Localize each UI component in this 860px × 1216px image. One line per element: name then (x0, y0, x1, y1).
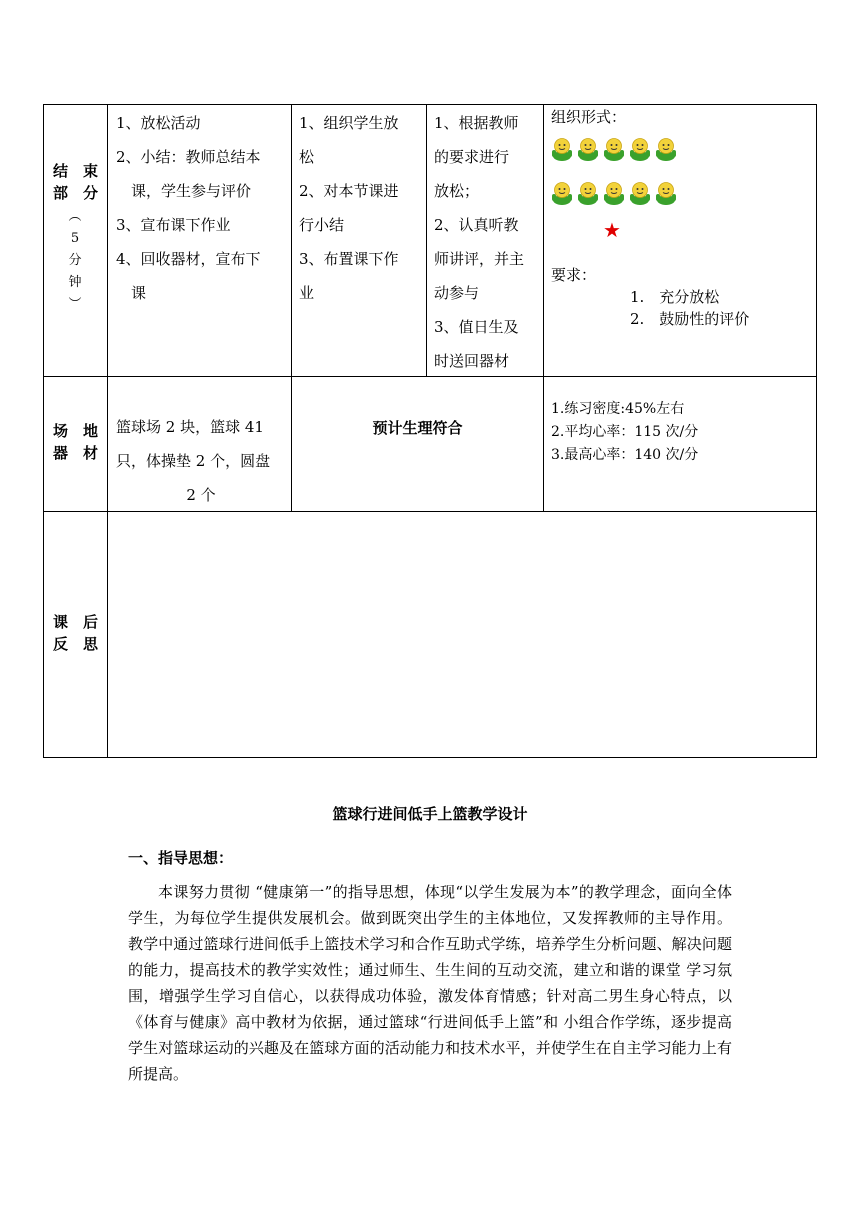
column-divider (426, 104, 427, 377)
student-line: 2、认真听教 (434, 216, 519, 234)
student-figure-icon (551, 137, 573, 161)
label-line: 反 思 (52, 636, 98, 653)
student-line: 3、值日生及 (434, 318, 519, 336)
row-divider (43, 376, 817, 377)
org-form-title: 组织形式： (551, 108, 627, 126)
student-line: 时送回器材 (434, 352, 510, 370)
table-border-bottom (43, 757, 817, 758)
content-line: 课，学生参与评价 (116, 182, 252, 200)
end-section-label (44, 161, 107, 205)
teacher-line: 行小结 (299, 216, 345, 234)
student-figure-icon (655, 181, 677, 205)
label-line: 课 后 (52, 614, 98, 631)
equipment-cell (116, 410, 286, 512)
guiding-paragraph: 本课努力贯彻 “健康第一”的指导思想，体现“以学生发展为本”的教学理念，面向全体学生，为每位学生提供发展机会。做到既突出学生的主体地位，又发挥教师的主导作用。 教学中通过篮球行进间低手上篮技术学习和合作互助式学练，培养学生分析问题、解决问题的能力，提高技术的教学实效性；通过师生、生生间的互动交流，建立和谐的课堂 学习氛围，增强学生学习自信心，以获得成功体验，激发体育情感；针对高二男生身心特点，以《体育与健康》高中教材为依据，通过篮球“行进间低手上篮”和 小组合作学练，逐步提高学生对篮球运动的兴趣及在篮球方面的活动能力和技术水平，并使学生在自主学习能力上有所提高。 (128, 883, 732, 1083)
teacher-line: 业 (299, 284, 315, 302)
requirement-item: 1. 充分放松 (630, 288, 720, 306)
venue-section-label (44, 421, 107, 465)
end-content-cell (116, 106, 261, 310)
student-line: 放松； (434, 182, 480, 200)
student-line: 1、根据教师 (434, 114, 519, 132)
student-line: 师讲评，并主 (434, 250, 525, 268)
teacher-line: 2、对本节课进 (299, 182, 399, 200)
document-title: 篮球行进间低手上篮教学设计 (332, 806, 528, 823)
reflection-section-label (44, 612, 107, 656)
duration-note (65, 206, 85, 316)
end-student-cell (434, 106, 524, 378)
paren-open: ︵ (68, 209, 82, 224)
physio-title: 预计生理符合 (372, 420, 463, 437)
section-heading: 一、指导思想： (128, 850, 234, 867)
requirements-title: 要求： (551, 266, 597, 284)
student-line: 的要求进行 (434, 148, 510, 166)
content-line: 4、回收器材，宣布下 (116, 250, 261, 268)
content-line: 1、放松活动 (116, 114, 201, 132)
teacher-star-icon: ★ (603, 218, 621, 242)
equipment-line: 篮球场 2 块，篮球 41 (116, 418, 264, 436)
student-figure-icon (577, 181, 599, 205)
duration-unit: 钟 (68, 275, 82, 290)
label-line: 器 材 (52, 445, 98, 462)
student-figure-icon (629, 137, 651, 161)
physio-line: 1.练习密度:45%左右 (551, 401, 685, 417)
end-teacher-cell (299, 106, 399, 310)
equipment-line: 只，体操垫 2 个，圆盘 (116, 452, 271, 470)
physio-line: 2.平均心率：115 次/分 (551, 424, 699, 440)
teacher-line: 1、组织学生放 (299, 114, 399, 132)
physio-cell (551, 398, 698, 467)
student-figure-icon (655, 137, 677, 161)
requirements-list (630, 286, 749, 330)
duration-number: 5 (70, 231, 80, 246)
duration-unit: 分 (68, 253, 82, 268)
student-figure-icon (551, 181, 573, 205)
student-figure-icon (603, 181, 625, 205)
column-divider (543, 104, 544, 512)
teacher-line: 3、布置课下作 (299, 250, 399, 268)
equipment-line: 2 个 (186, 486, 216, 504)
student-figure-icon (629, 181, 651, 205)
column-divider (107, 104, 108, 758)
physio-line: 3.最高心率：140 次/分 (551, 447, 699, 463)
label-line: 结 束 (52, 163, 98, 180)
label-line: 部 分 (52, 185, 98, 202)
table-border-right (816, 104, 817, 758)
student-figure-icon (577, 137, 599, 161)
content-line: 课 (116, 284, 147, 302)
content-line: 2、小结：教师总结本 (116, 148, 261, 166)
column-divider (291, 104, 292, 512)
content-line: 3、宣布课下作业 (116, 216, 231, 234)
teacher-line: 松 (299, 148, 315, 166)
student-figure-icon (603, 137, 625, 161)
requirement-item: 2. 鼓励性的评价 (630, 310, 750, 328)
student-line: 动参与 (434, 284, 480, 302)
table-border-top (43, 104, 817, 105)
label-line: 场 地 (52, 423, 98, 440)
paren-close: ︶ (68, 297, 82, 312)
